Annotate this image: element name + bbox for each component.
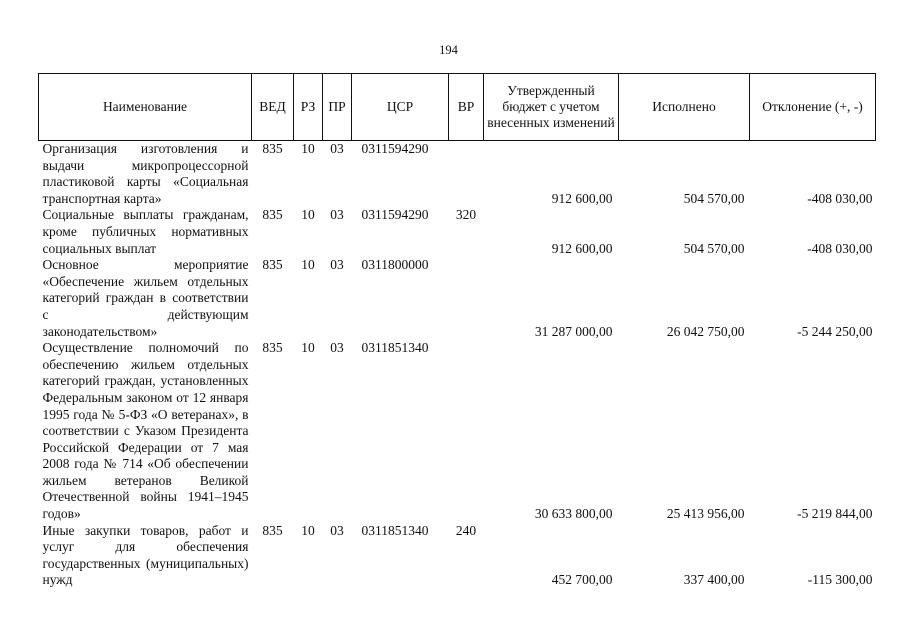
row-vr	[449, 340, 484, 523]
page-number: 194	[439, 43, 458, 57]
row-budget: 31 287 000,00	[534, 323, 613, 339]
header-budget: Утвержденный бюджет с учетом внесенных изменений	[484, 74, 619, 141]
row-executed: 504 570,00	[683, 190, 745, 206]
header-executed: Исполнено	[619, 74, 750, 141]
row-rz: 10	[301, 522, 315, 538]
row-ved: 835	[262, 340, 283, 356]
row-name: Осуществление полномочий по обеспечению жильем отдельных категорий граждан, установленных Федеральным законом от 12 января 1995 года № 5-ФЗ «О ветеранах», в соответствии с Указом Президента Российской Федерации от 7 мая 2008 года № 714 «Об обеспечении жильем ветеранов Великой Отечественной войны 1941–1945 годов»	[42, 340, 249, 522]
row-csr: 0311851340	[361, 522, 429, 538]
header-rz: РЗ	[294, 74, 323, 141]
table-row	[39, 340, 876, 523]
row-vr	[449, 141, 484, 208]
row-csr: 0311594290	[361, 207, 429, 223]
table-row	[39, 141, 876, 208]
row-name: Организация изготовления и выдачи микропроцессорной пластиковой карты «Социальная транспортная карта»	[42, 141, 249, 206]
header-deviation: Отклонение (+, -)	[750, 74, 876, 141]
row-pr: 03	[330, 257, 344, 273]
row-vr: 320	[455, 207, 477, 223]
row-name: Социальные выплаты гражданам, кроме публичных нормативных социальных выплат	[42, 207, 249, 256]
header-csr: ЦСР	[352, 74, 449, 141]
header-vr: ВР	[449, 74, 484, 141]
row-ved: 835	[262, 522, 283, 538]
header-ved: ВЕД	[252, 74, 294, 141]
row-rz: 10	[301, 340, 315, 356]
row-budget: 452 700,00	[551, 572, 613, 588]
row-ved: 835	[262, 257, 283, 273]
row-pr: 03	[330, 207, 344, 223]
row-vr: 240	[455, 522, 477, 538]
row-vr	[449, 257, 484, 340]
row-rz: 10	[301, 257, 315, 273]
row-ved: 835	[262, 207, 283, 223]
header-name: Наименование	[39, 74, 252, 141]
row-name: Иные закупки товаров, работ и услуг для обеспечения государственных (муниципальных) нужд	[42, 522, 249, 588]
row-pr: 03	[330, 340, 344, 356]
row-pr: 03	[330, 522, 344, 538]
row-budget: 912 600,00	[551, 240, 613, 256]
table-row	[39, 207, 876, 257]
row-executed: 25 413 956,00	[666, 506, 745, 522]
row-deviation: -408 030,00	[807, 190, 873, 206]
row-deviation: -5 219 844,00	[797, 506, 873, 522]
row-executed: 504 570,00	[683, 240, 745, 256]
table-header-row	[39, 74, 876, 141]
table-row	[39, 257, 876, 340]
row-budget: 912 600,00	[551, 190, 613, 206]
row-deviation: -115 300,00	[807, 572, 873, 588]
header-pr: ПР	[323, 74, 352, 141]
row-budget: 30 633 800,00	[534, 506, 613, 522]
row-deviation: -5 244 250,00	[797, 323, 873, 339]
row-executed: 26 042 750,00	[666, 323, 745, 339]
row-deviation: -408 030,00	[807, 240, 873, 256]
row-csr: 0311851340	[361, 340, 429, 356]
row-rz: 10	[301, 207, 315, 223]
row-executed: 337 400,00	[683, 572, 745, 588]
row-csr: 0311800000	[361, 257, 429, 273]
row-pr: 03	[330, 141, 344, 156]
row-csr: 0311594290	[361, 141, 429, 156]
budget-execution-table	[38, 73, 876, 589]
row-name: Основное мероприятие «Обеспечение жильем отдельных категорий граждан в соответствии с действующим законодательством»	[42, 257, 249, 339]
row-ved: 835	[262, 141, 283, 156]
row-rz: 10	[301, 141, 315, 156]
table-row	[39, 523, 876, 589]
